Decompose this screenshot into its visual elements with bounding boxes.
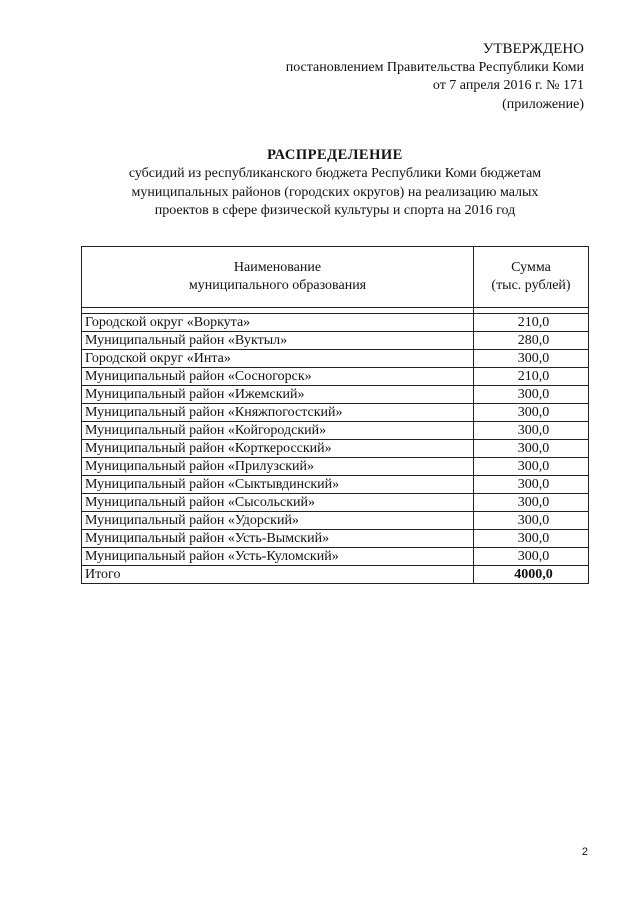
municipality-name: Муниципальный район «Княжпогостский» (82, 404, 474, 422)
table-row (82, 548, 589, 566)
header-amount-cell (474, 247, 589, 308)
header-name-cell (82, 247, 474, 308)
document-title: РАСПРЕДЕЛЕНИЕ (267, 147, 403, 163)
subsidy-amount: 300,0 (474, 404, 589, 422)
approval-date: от 7 апреля 2016 г. № 171 (432, 78, 584, 93)
table-row (82, 404, 589, 422)
subsidy-amount: 300,0 (474, 350, 589, 368)
table-header-row (82, 247, 589, 308)
subsidy-amount: 300,0 (474, 494, 589, 512)
municipality-name: Муниципальный район «Усть-Куломский» (82, 548, 474, 566)
subsidy-amount: 300,0 (474, 530, 589, 548)
municipality-name: Городской округ «Воркута» (82, 314, 474, 332)
table-row (82, 458, 589, 476)
subsidy-amount: 300,0 (474, 458, 589, 476)
approval-note: (приложение) (502, 96, 584, 112)
header-name-line1: Наименование (233, 260, 322, 275)
document-heading (80, 145, 590, 221)
table-row (82, 530, 589, 548)
header-amount-line1: Сумма (511, 260, 551, 275)
total-label: Итого (82, 566, 474, 584)
subsidy-amount: 300,0 (474, 440, 589, 458)
table-row (82, 494, 589, 512)
table-row (82, 332, 589, 350)
page-number: 2 (581, 846, 588, 858)
document-subtitle-line: проектов в сфере физической культуры и спорта на 2016 год (154, 203, 516, 218)
table-row (82, 386, 589, 404)
table-total-row (82, 566, 589, 584)
subsidy-amount: 210,0 (474, 368, 589, 386)
subsidy-amount: 300,0 (474, 548, 589, 566)
table-row (82, 422, 589, 440)
document-subtitle-line: субсидий из республиканского бюджета Республики Коми бюджетам (128, 166, 542, 181)
municipality-name: Муниципальный район «Вуктыл» (82, 332, 474, 350)
document-subtitle-line: муниципальных районов (городских округов) на реализацию малых (131, 184, 539, 200)
distribution-table (81, 246, 589, 584)
subsidy-amount: 210,0 (474, 314, 589, 332)
municipality-name: Городской округ «Инта» (82, 350, 474, 368)
table-row (82, 476, 589, 494)
table-row (82, 440, 589, 458)
municipality-name: Муниципальный район «Сысольский» (82, 494, 474, 512)
municipality-name: Муниципальный район «Удорский» (82, 512, 474, 530)
subsidy-amount: 300,0 (474, 422, 589, 440)
subsidy-amount: 300,0 (474, 476, 589, 494)
total-amount: 4000,0 (474, 566, 589, 584)
header-amount-line2: (тыс. рублей) (491, 278, 571, 293)
table-row (82, 350, 589, 368)
table-row (82, 512, 589, 530)
subsidy-amount: 280,0 (474, 332, 589, 350)
municipality-name: Муниципальный район «Усть-Вымский» (82, 530, 474, 548)
subsidy-amount: 300,0 (474, 512, 589, 530)
municipality-name: Муниципальный район «Корткеросский» (82, 440, 474, 458)
subsidy-amount: 300,0 (474, 386, 589, 404)
municipality-name: Муниципальный район «Прилузский» (82, 458, 474, 476)
approval-stamp (286, 40, 584, 114)
approval-title: УТВЕРЖДЕНО (482, 41, 584, 57)
municipality-name: Муниципальный район «Сосногорск» (82, 368, 474, 386)
approval-authority: постановлением Правительства Республики Коми (285, 59, 584, 75)
municipality-name: Муниципальный район «Сыктывдинский» (82, 476, 474, 494)
municipality-name: Муниципальный район «Ижемский» (82, 386, 474, 404)
table-row (82, 368, 589, 386)
municipality-name: Муниципальный район «Койгородский» (82, 422, 474, 440)
table-row (82, 314, 589, 332)
header-name-line2: муниципального образования (188, 278, 367, 293)
